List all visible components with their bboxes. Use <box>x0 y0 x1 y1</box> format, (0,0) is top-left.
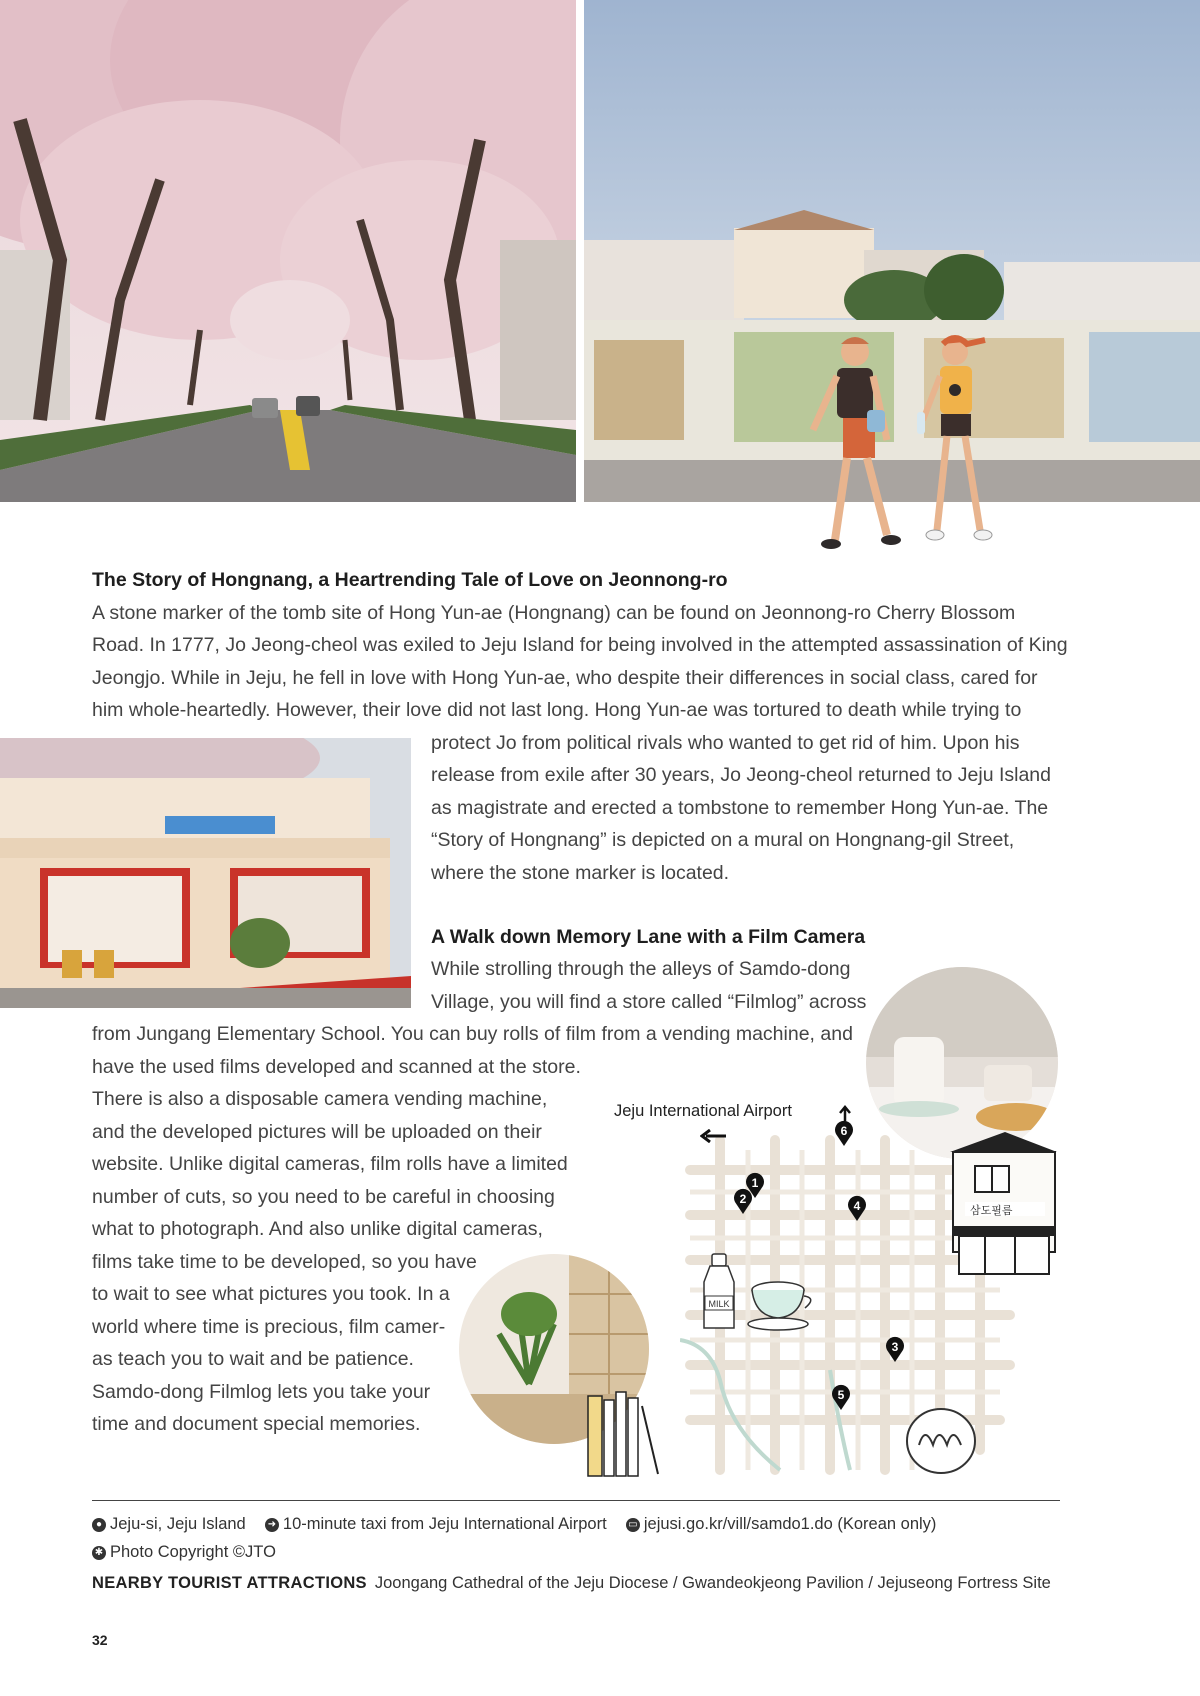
map-marker <box>830 1384 852 1410</box>
footer-divider <box>92 1500 1060 1501</box>
section1-line: him whole-heartedly. However, their love did not last long. Hong Yun-ae was tortured to death while trying to <box>92 699 1022 721</box>
section1-line: release from exile after 30 years, Jo Jeong-cheol returned to Jeju Island <box>431 764 1052 786</box>
svg-text:2: 2 <box>739 1192 747 1206</box>
airport-label: Jeju International Airport <box>614 1102 792 1120</box>
section2-line: There is also a disposable camera vending machine, <box>92 1088 548 1110</box>
walking-couple-illustration <box>795 330 1015 560</box>
nearby-label: NEARBY TOURIST ATTRACTIONS <box>92 1574 367 1592</box>
page-number: 32 <box>92 1632 108 1648</box>
map-marker <box>833 1120 855 1146</box>
svg-text:삼도필름: 삼도필름 <box>970 1205 1013 1217</box>
nearby-list: Joongang Cathedral of the Jeju Diocese / Gwandeokjeong Pavilion / Jejuseong Fortress Site <box>374 1574 1051 1592</box>
section2-line: what to photograph. And also unlike digital cameras, <box>92 1218 543 1240</box>
svg-text:4: 4 <box>853 1199 861 1213</box>
section2-line: and the developed pictures will be uploaded on their <box>92 1121 542 1143</box>
svg-text:6: 6 <box>840 1124 848 1138</box>
map-marker <box>846 1195 868 1221</box>
footer-copyright-row <box>92 1543 276 1562</box>
footer-nearby-row <box>92 1574 1051 1593</box>
web-icon: ▭ <box>626 1518 640 1532</box>
section2-line: world where time is precious, film camer- <box>92 1316 446 1338</box>
svg-text:5: 5 <box>837 1388 845 1402</box>
filmlog-building-illustration <box>945 1130 1060 1280</box>
milk-bottle-illustration <box>700 1252 738 1332</box>
section2-line: number of cuts, so you need to be careful in choosing <box>92 1186 555 1208</box>
cherry-blossom-road-photo <box>0 0 576 502</box>
bread-illustration <box>903 1405 979 1477</box>
map-marker <box>884 1336 906 1362</box>
section1-heading: The Story of Hongnang, a Heartrending Tale of Love on Jeonnong-ro <box>92 569 728 591</box>
books-illustration <box>584 1386 664 1480</box>
section1-line: protect Jo from political rivals who wanted to get rid of him. Upon his <box>431 732 1020 754</box>
filmlog-storefront-photo <box>0 738 411 1008</box>
location-pin-icon: ● <box>92 1518 106 1532</box>
section2-line: to wait to see what pictures you took. In a <box>92 1283 450 1305</box>
section1-line: Jeongjo. While in Jeju, he fell in love with Hong Yun-ae, who despite their differences in social class, cared for <box>92 667 1038 689</box>
section2-line: time and document special memories. <box>92 1413 421 1435</box>
arrow-up-icon <box>838 1105 852 1121</box>
footer-copyright: Photo Copyright ©JTO <box>110 1543 276 1561</box>
section2-line: as teach you to wait and be patience. <box>92 1348 414 1370</box>
section1-line: as magistrate and erected a tombstone to remember Hong Yun-ae. The <box>431 797 1049 819</box>
latte-cup-illustration <box>745 1278 817 1332</box>
section1-line: “Story of Hongnang” is depicted on a mural on Hongnang-gil Street, <box>431 829 1015 851</box>
section2-line: have the used films developed and scanned at the store. <box>92 1056 581 1078</box>
section2-line: website. Unlike digital cameras, film rolls have a limited <box>92 1153 568 1175</box>
svg-text:3: 3 <box>891 1340 899 1354</box>
footer-info-row <box>92 1515 936 1534</box>
section2-line: Samdo-dong Filmlog lets you take your <box>92 1381 431 1403</box>
section2-line: films take time to be developed, so you have <box>92 1251 477 1273</box>
section1-line: Road. In 1777, Jo Jeong-cheol was exiled to Jeju Island for being involved in the attempted assassination of King <box>92 634 1068 656</box>
map-marker <box>732 1188 754 1214</box>
section2-line: Village, you will find a store called “Filmlog” across <box>431 991 867 1013</box>
arrow-left-icon <box>700 1128 726 1142</box>
section1-line: where the stone marker is located. <box>431 862 730 884</box>
section2-heading: A Walk down Memory Lane with a Film Camera <box>431 926 866 948</box>
footer-website[interactable]: jejusi.go.kr/vill/samdo1.do (Korean only) <box>643 1515 937 1533</box>
footer-transport: 10-minute taxi from Jeju International Airport <box>282 1515 607 1533</box>
svg-text:MILK: MILK <box>708 1299 730 1309</box>
svg-text:1: 1 <box>751 1176 759 1190</box>
asterisk-icon: ✱ <box>92 1546 106 1560</box>
footer-location: Jeju-si, Jeju Island <box>110 1515 246 1533</box>
section2-line: While strolling through the alleys of Samdo-dong <box>431 958 851 980</box>
section2-line: from Jungang Elementary School. You can buy rolls of film from a vending machine, and <box>92 1023 853 1045</box>
section1-line: A stone marker of the tomb site of Hong Yun-ae (Hongnang) can be found on Jeonnong-ro Cherry Blossom <box>92 602 1016 624</box>
arrow-right-icon: ➜ <box>265 1518 279 1532</box>
